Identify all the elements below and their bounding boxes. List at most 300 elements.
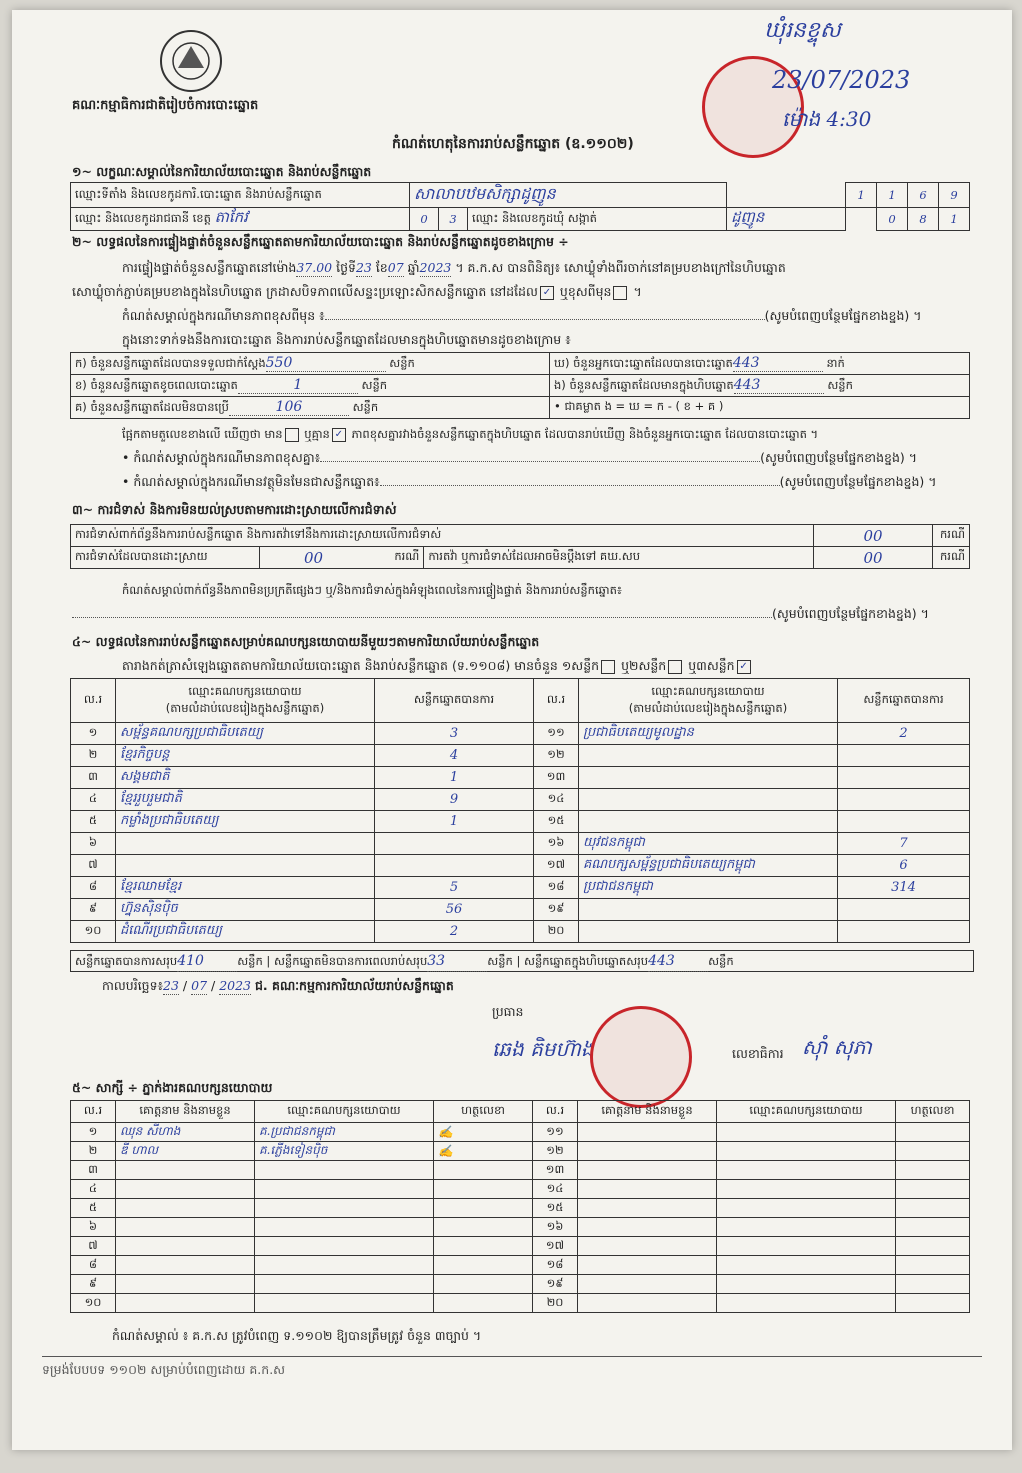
chair-signature: ឆេង គិមហ៊ាង	[492, 1037, 594, 1061]
cell-sign	[896, 1256, 970, 1275]
cell-no: ៩	[71, 1275, 116, 1294]
unit: សន្លឹក	[352, 399, 379, 414]
table-row	[71, 789, 970, 811]
cell-no: ៧	[71, 855, 116, 877]
note-object	[122, 474, 972, 490]
cell-party	[116, 833, 375, 855]
unit: សន្លឹក	[708, 954, 734, 968]
h-sign: ហត្ថលេខា	[434, 1101, 533, 1123]
text: ខែ	[375, 260, 388, 275]
cell-sign	[896, 1199, 970, 1218]
text: ។	[633, 284, 642, 299]
hw-total-box: 443	[648, 951, 708, 972]
count-a	[71, 353, 550, 375]
text: ឬខុសពីមុន	[559, 284, 612, 299]
code-digit: 0	[877, 208, 908, 231]
sec2-intro: ក្នុងនោះទាក់ទងនឹងការបោះឆ្នោត និងការរាប់សន្លឹកឆ្នោតដែលមានក្នុងហិបឆ្នោតមានដូចខាងក្រោម ៖	[122, 332, 571, 347]
hw-time-check: 37.00	[296, 260, 333, 275]
table-row	[71, 1256, 970, 1275]
cell-sign	[434, 1161, 533, 1180]
cell-sign	[434, 1218, 533, 1237]
sec2-title: ២~ លទ្ធផលនៃការផ្ទៀងផ្ទាត់ចំនួនសន្លឹកឆ្នោតតាមការិយាល័យបោះឆ្នោត និងរាប់សន្លឹកឆ្នោតដូចខាងក្រោម ÷	[72, 234, 569, 249]
hw-day: 23	[163, 978, 179, 993]
cell-party	[717, 1161, 896, 1180]
table-row	[71, 1199, 970, 1218]
cell-no: ២០	[533, 1294, 578, 1313]
secretary-signature: ស៊ាំ សុភា	[802, 1035, 872, 1059]
cell-party: ខ្មែររួបរួមជាតិ	[116, 789, 375, 811]
text: តារាងកត់ត្រាសំឡេងឆ្នោតតាមការិយាល័យបោះឆ្នោត និងរាប់សន្លឹកឆ្នោត (ទ.១១០៨) មានចំនួន ១សន្លឹក	[122, 658, 600, 673]
cell-name	[578, 1180, 717, 1199]
cell-name	[578, 1199, 717, 1218]
hw-total-valid: 410	[177, 951, 237, 972]
row2-label2	[468, 208, 727, 231]
cell-no: ៥	[71, 811, 116, 833]
cell-votes: 9	[375, 789, 534, 811]
checkbox-3sheet[interactable]: ✓	[737, 660, 751, 674]
cell-no: ១២	[534, 745, 579, 767]
cell-name	[116, 1294, 255, 1313]
cell-votes: 314	[838, 877, 970, 899]
form-page	[12, 10, 1012, 1450]
cell-party	[717, 1123, 896, 1142]
cell-party	[255, 1256, 434, 1275]
cell-sign	[434, 1294, 533, 1313]
cell-no: ១២	[533, 1142, 578, 1161]
h-party: ឈ្មោះគណបក្សនយោបាយ	[255, 1101, 434, 1123]
text: គ) ចំនួនសន្លឹកឆ្នោតដែលមិនបានប្រើ	[75, 399, 229, 414]
resolved-label: ការជំទាស់ដែលបានដោះស្រាយ	[71, 547, 260, 569]
cell-no: ១៣	[533, 1161, 578, 1180]
text: ឈ្មោះគណបក្សនយោបាយ	[651, 683, 765, 698]
cell-no: ៩	[71, 899, 116, 921]
cell-votes: 5	[375, 877, 534, 899]
cell-name	[578, 1256, 717, 1275]
cell-party	[717, 1142, 896, 1161]
text: ឃ) ចំនួនអ្នកបោះឆ្នោតដែលបានបោះឆ្នោត	[554, 355, 733, 370]
code-digit: 0	[410, 208, 439, 231]
cell-party	[255, 1294, 434, 1313]
text: ជ. គណៈកម្មការការិយាល័យរាប់សន្លឹកឆ្នោត	[255, 978, 454, 993]
cell-no: ៧	[71, 1237, 116, 1256]
cell-votes: 2	[375, 921, 534, 943]
text: (សូមបំពេញបន្ថែមផ្នែកខាងខ្នង) ។	[772, 606, 929, 621]
text: កាលបរិច្ឆេទ៖	[102, 978, 164, 993]
table-row	[71, 1142, 970, 1161]
code-digit: 6	[908, 183, 939, 208]
text: ង) ចំនួនសន្លឹកឆ្នោតដែលមានក្នុងហិបឆ្នោត	[554, 377, 734, 392]
cell-sign	[896, 1180, 970, 1199]
cell-votes: 2	[838, 723, 970, 745]
resolved-value: 00	[304, 548, 324, 567]
cell-party	[255, 1199, 434, 1218]
h-votes: សន្លឹកឆ្នោតបានការ	[838, 679, 970, 723]
text: ការផ្ទៀងផ្ទាត់ចំនួនសន្លឹកឆ្នោតនៅម៉ោង	[122, 260, 297, 275]
cell-party	[717, 1180, 896, 1199]
cell-party	[255, 1180, 434, 1199]
divider	[42, 1356, 982, 1357]
hw-value: 550	[266, 355, 386, 372]
org-name: គណៈកម្មាធិការជាតិរៀបចំការបោះឆ្នោត	[72, 98, 259, 113]
hw-time: ម៉ោង 4:30	[782, 107, 872, 131]
text: ឬ៣សន្លឹក	[688, 658, 735, 673]
cell-no: ១៩	[534, 899, 579, 921]
sec4-title: ៤~ លទ្ធផលនៃការរាប់សន្លឹកឆ្នោតសម្រាប់គណបក្សនយោបាយនីមួយៗតាមការិយាល័យរាប់សន្លឹកឆ្នោត	[72, 634, 540, 649]
cell-no: ១	[71, 1123, 116, 1142]
hw-day: 23	[355, 260, 372, 275]
text: ។ គ.ក.ស បានពិនិត្យ៖ សោឃ្លុំទាំងពីរចាក់នៅគម្របខាងក្រៅនៃហិបឆ្នោត	[455, 260, 786, 275]
code-digit: 1	[939, 208, 970, 231]
text: ឈ្មោះគណបក្សនយោបាយ	[188, 683, 302, 698]
discrepancy-line	[122, 426, 818, 442]
code-digit: 1	[877, 183, 908, 208]
vote-rows	[71, 723, 970, 943]
committee-seal	[590, 1006, 692, 1108]
table-row	[71, 723, 970, 745]
h-sign: ហត្ថលេខា	[896, 1101, 970, 1123]
hw-commune: ឃុំរនខ្ទុស	[764, 18, 841, 43]
cell-no: ១៥	[533, 1199, 578, 1218]
row2-label	[71, 208, 410, 231]
cell-name: ឌី ហាល	[116, 1142, 255, 1161]
cell-votes	[838, 811, 970, 833]
hw-date: 23/07/2023	[772, 66, 911, 94]
unit: សន្លឹក	[827, 377, 853, 392]
unit: សន្លឹក	[237, 954, 263, 968]
text: សន្លឹកឆ្នោតក្នុងហិបឆ្នោតសរុប	[524, 954, 649, 968]
code-digit: 1	[846, 183, 877, 208]
cell-party	[579, 899, 838, 921]
cell-party: ខ្មែរឈាមខ្មែរ	[116, 877, 375, 899]
sec4-date: កាលបរិច្ឆេទ៖23 / 07 / 2023 ជ. គណៈកម្មការការិយាល័យរាប់សន្លឹកឆ្នោត	[102, 978, 454, 993]
cell-party: ដំណើរប្រជាធិបតេយ្យ	[116, 921, 375, 943]
hw-value: 443	[734, 377, 824, 394]
cell-party: យុវជនកម្ពុជា	[579, 833, 838, 855]
cell-party	[717, 1218, 896, 1237]
table-row	[71, 767, 970, 789]
text: ឆ្នាំ	[407, 260, 420, 275]
cell-name	[116, 1275, 255, 1294]
h-party: ឈ្មោះគណបក្សនយោបាយ	[717, 1101, 896, 1123]
h-no: ល.រ	[534, 679, 579, 723]
cell-party: គ.ភ្លើងទៀនប៉ិច	[255, 1142, 434, 1161]
checkbox-changed[interactable]	[613, 286, 627, 300]
checkbox-none[interactable]: ✓	[332, 428, 346, 442]
cell-sign	[896, 1123, 970, 1142]
resolved-cell	[260, 547, 424, 569]
objection-label: ការជំទាស់ពាក់ព័ន្ធនឹងការរាប់សន្លឹកឆ្នោត និងការតវ៉ាទៅនឹងការដោះស្រាយលើការជំទាស់	[71, 525, 814, 547]
code-digit: 3	[439, 208, 468, 231]
objection-table	[70, 524, 970, 569]
cell-votes: 4	[375, 745, 534, 767]
cell-no: ៣	[71, 1161, 116, 1180]
h-party	[116, 679, 375, 723]
code-digit: 8	[908, 208, 939, 231]
cell-name	[578, 1275, 717, 1294]
cell-sign	[434, 1180, 533, 1199]
cell-votes: 3	[375, 723, 534, 745]
text: (សូមបំពេញបន្ថែមផ្នែកខាងខ្នង) ។	[779, 474, 937, 489]
case-unit: ករណី	[933, 547, 970, 569]
count-formula: • ជាគម្លាត ង = ឃ = ក - ( ខ + គ )	[550, 397, 970, 419]
cell-name	[116, 1180, 255, 1199]
code-digit: 9	[939, 183, 970, 208]
text: សោឃ្លុំចាក់ភ្ជាប់គម្របខាងក្នុងនៃហិបឆ្នោត ក្រដាសបិទភាពលើសន្ទះប្រឡោះសិកសន្លឹកឆ្នោត នៅដដែល	[72, 284, 538, 299]
h-name: គោត្តនាម និងនាមខ្លួន	[578, 1101, 717, 1123]
hw-year: 2023	[219, 978, 252, 993]
text: • កំណត់សម្គាល់ក្នុងករណីមានវត្ថុមិនមែនជាសន្លឹកឆ្នោត៖	[122, 474, 380, 489]
cell-votes	[838, 789, 970, 811]
cell-no: ១	[71, 723, 116, 745]
cell-party	[717, 1199, 896, 1218]
cell-votes	[838, 767, 970, 789]
cell-no: ១៤	[534, 789, 579, 811]
cell-party	[579, 745, 838, 767]
text: ភាពខុសគ្នារវាងចំនួនសន្លឹកឆ្នោតក្នុងហិបឆ្នោត ដែលបានរាប់ឃើញ និងចំនួនអ្នកបោះឆ្នោត ដែលបានបោះឆ្នោត ។	[351, 427, 819, 441]
cell-no: ២០	[534, 921, 579, 943]
cell-name	[578, 1142, 717, 1161]
cell-name	[578, 1161, 717, 1180]
cell-party: សង្គមជាតិ	[116, 767, 375, 789]
cell-votes: 6	[838, 855, 970, 877]
count-b	[71, 375, 550, 397]
text: (តាមលំដាប់លេខរៀងក្នុងសន្លឹកឆ្នោត)	[628, 700, 788, 715]
cell-no: ១៨	[533, 1256, 578, 1275]
cell-party	[579, 811, 838, 833]
cell-no: ៦	[71, 833, 116, 855]
sec2-line2	[72, 284, 642, 300]
cell-no: ១៦	[533, 1218, 578, 1237]
appeal-value: 00	[814, 547, 933, 569]
cell-party: ប្រជាធិបតេយ្យមូលដ្ឋាន	[579, 723, 838, 745]
cell-party: កម្លាំងប្រជាធិបតេយ្យ	[116, 811, 375, 833]
cell-no: ១៧	[533, 1237, 578, 1256]
cell-party: គ.ប្រជាជនកម្ពុជា	[255, 1123, 434, 1142]
cell-votes	[838, 745, 970, 767]
text: ឬ២សន្លឹក	[621, 658, 667, 673]
table-row	[71, 855, 970, 877]
cell-sign	[434, 1199, 533, 1218]
text: សន្លឹកឆ្នោតបានការសរុប	[75, 954, 178, 968]
cell-party	[579, 789, 838, 811]
table-row	[71, 1218, 970, 1237]
cell-name	[578, 1218, 717, 1237]
cell-party	[255, 1237, 434, 1256]
cell-party	[717, 1294, 896, 1313]
checkbox-1sheet[interactable]	[601, 660, 615, 674]
secretary-label: លេខាធិការ	[732, 1046, 784, 1061]
cell-party: គណបក្សសម្ព័ន្ធប្រជាធិបតេយ្យកម្ពុជា	[579, 855, 838, 877]
h-no: ល.រ	[71, 679, 116, 723]
cell-no: ១៥	[534, 811, 579, 833]
sec1-table	[70, 182, 970, 231]
unit: សន្លឹក	[487, 954, 513, 968]
witness-table	[70, 1100, 970, 1313]
count-c	[71, 397, 550, 419]
sec2-line1	[122, 260, 786, 277]
cell-name: ឈុន សីហាង	[116, 1123, 255, 1142]
cell-name	[578, 1294, 717, 1313]
table-row	[71, 811, 970, 833]
cell-party	[717, 1237, 896, 1256]
cell-no: ៤	[71, 1180, 116, 1199]
cell-name	[116, 1199, 255, 1218]
cell-name	[116, 1237, 255, 1256]
table-row	[71, 745, 970, 767]
cell-sign	[896, 1218, 970, 1237]
text: សន្លឹកឆ្នោតមិនបានការពេលរាប់សរុប	[273, 954, 428, 968]
text: (តាមលំដាប់លេខរៀងក្នុងសន្លឹកឆ្នោត)	[165, 700, 325, 715]
witness-rows	[71, 1123, 970, 1313]
cell-votes: 56	[375, 899, 534, 921]
h-no: ល.រ	[533, 1101, 578, 1123]
hw-month: 07	[387, 260, 404, 275]
cell-name	[116, 1256, 255, 1275]
table-row	[71, 899, 970, 921]
hw-year: 2023	[419, 260, 452, 275]
h-no: ល.រ	[71, 1101, 116, 1123]
form-id: ទម្រង់បែបបទ ១១០២ សម្រាប់បំពេញដោយ គ.ក.ស	[42, 1362, 286, 1377]
cell-party	[255, 1161, 434, 1180]
sec3-note: កំណត់សម្គាល់ពាក់ព័ន្ធនឹងភាពមិនប្រក្រតីផ្សេងៗ ឬ/និងការជំទាស់ក្នុងអំឡុងពេលនៃការផ្ទៀងផ្ទាត់ និងការរាប់សន្លឹកឆ្នោត៖	[122, 583, 622, 597]
cell-votes	[375, 855, 534, 877]
cell-no: ១០	[71, 1294, 116, 1313]
cell-sign	[896, 1275, 970, 1294]
row1-label: ឈ្មោះទីតាំង និងលេខកូដការិ.បោះឆ្នោត និងរាប់សន្លឹកឆ្នោត	[71, 183, 410, 208]
vote-results-table	[70, 678, 970, 943]
chair-label: ប្រធាន	[492, 1004, 524, 1019]
h-votes: សន្លឹកឆ្នោតបានការ	[375, 679, 534, 723]
cell-no: ១១	[534, 723, 579, 745]
cell-party: ប្រជាជនកម្ពុជា	[579, 877, 838, 899]
count-d	[550, 353, 970, 375]
text: (សូមបំពេញបន្ថែមផ្នែកខាងខ្នង) ។	[760, 450, 917, 465]
table-row	[71, 1123, 970, 1142]
cell-sign	[896, 1294, 970, 1313]
checkbox-has[interactable]	[285, 428, 299, 442]
cell-votes	[838, 921, 970, 943]
cell-no: ១៣	[534, 767, 579, 789]
table-row	[71, 1294, 970, 1313]
case-unit: ករណី	[394, 548, 420, 563]
cell-votes	[838, 899, 970, 921]
row2-value2: ដូញូន	[727, 208, 846, 231]
sec3-note-line	[72, 606, 972, 622]
unit: សន្លឹក	[389, 355, 415, 370]
hw-total-invalid: 33	[427, 951, 487, 972]
cell-sign	[434, 1237, 533, 1256]
table-row	[71, 1161, 970, 1180]
row2-label2-text: ឈ្មោះ និងលេខកូដឃុំ សង្កាត់	[472, 210, 597, 225]
hw-value: 106	[229, 399, 349, 416]
cell-sign	[434, 1275, 533, 1294]
text: ក) ចំនួនសន្លឹកឆ្នោតដែលបានទទួលជាក់ស្តែង	[75, 355, 266, 370]
footnote: កំណត់សម្គាល់ ៖ គ.ក.ស ត្រូវបំពេញ ទ.១១០២ ឱ្យបានត្រឹមត្រូវ ចំនួន ៣ច្បាប់ ។	[112, 1328, 482, 1343]
objection-value: 00	[814, 525, 933, 547]
cell-name	[116, 1161, 255, 1180]
appeal-label: ការតវ៉ា ឬការជំទាស់ដែលអាចមិនប្តឹងទៅ គឃ.សប	[424, 547, 814, 569]
cell-sign: ✍	[434, 1142, 533, 1161]
table-row	[71, 1180, 970, 1199]
cell-party	[255, 1275, 434, 1294]
cell-party	[255, 1218, 434, 1237]
cell-no: ៦	[71, 1218, 116, 1237]
text: ថ្ងៃទី	[336, 260, 356, 275]
cell-votes: 1	[375, 767, 534, 789]
sec5-title: ៥~ សាក្សី ÷ ភ្នាក់ងារគណបក្សនយោបាយ	[72, 1080, 273, 1095]
cell-party	[579, 921, 838, 943]
h-party	[579, 679, 838, 723]
h-name: គោត្តនាម និងនាមខ្លួន	[116, 1101, 255, 1123]
hw-value: 1	[238, 377, 358, 394]
row2-label-text: ឈ្មោះ និងលេខកូដរាជធានី ខេត្ត	[75, 211, 211, 225]
checkbox-2sheet[interactable]	[668, 660, 682, 674]
hw-value: 443	[733, 355, 823, 372]
cell-no: ២	[71, 1142, 116, 1161]
sec4-intro	[122, 658, 753, 674]
table-row	[71, 833, 970, 855]
cell-no: ១៧	[534, 855, 579, 877]
ballot-count-table	[70, 352, 970, 419]
nec-emblem-icon	[158, 28, 224, 94]
case-unit: ករណី	[933, 525, 970, 547]
cell-party	[717, 1275, 896, 1294]
note-diff	[122, 450, 972, 466]
cell-party	[579, 767, 838, 789]
cell-sign	[434, 1256, 533, 1275]
cell-sign	[896, 1161, 970, 1180]
text: កំណត់សម្គាល់ក្នុងករណីមានភាពខុសពីមុន ៖	[122, 308, 325, 323]
sec3-title: ៣~ ការជំទាស់ និងការមិនយល់ស្របតាមការដោះស្រាយលើការជំទាស់	[72, 502, 397, 517]
table-row	[71, 1275, 970, 1294]
cell-no: ៤	[71, 789, 116, 811]
sec1-title: ១~ លក្ខណៈសម្គាល់នៃការិយាល័យបោះឆ្នោត និងរាប់សន្លឹកឆ្នោត	[72, 164, 372, 179]
cell-sign	[896, 1142, 970, 1161]
cell-no: ១៩	[533, 1275, 578, 1294]
row2-value: តាកែវ	[214, 208, 248, 226]
row1-value: សាលាបឋមសិក្សាដូញូន	[410, 183, 727, 208]
cell-party: សម្ព័ន្ធគណបក្សប្រជាធិបតេយ្យ	[116, 723, 375, 745]
text: ផ្អែកតាមតួលេខខាងលើ ឃើញថា មាន	[122, 427, 283, 441]
table-row	[71, 921, 970, 943]
cell-no: ១០	[71, 921, 116, 943]
cell-party: ហ្វ៊ុនស៊ិនប៉ិច	[116, 899, 375, 921]
cell-no: ១៦	[534, 833, 579, 855]
checkbox-same[interactable]: ✓	[540, 286, 554, 300]
cell-votes: 1	[375, 811, 534, 833]
hw-month: 07	[191, 978, 208, 993]
cell-no: ៨	[71, 877, 116, 899]
cell-name	[116, 1218, 255, 1237]
cell-party: ខ្មែរកិច្ចបន្ត	[116, 745, 375, 767]
form-title: កំណត់ហេតុនៃការរាប់សន្លឹកឆ្នោត (ឧ.១១០២)	[392, 136, 634, 152]
cell-votes: 7	[838, 833, 970, 855]
text: • កំណត់សម្គាល់ក្នុងករណីមានភាពខុសគ្នា៖	[122, 450, 321, 465]
cell-no: ១៨	[534, 877, 579, 899]
cell-party	[116, 855, 375, 877]
table-row	[71, 1237, 970, 1256]
unit: សន្លឹក	[361, 377, 388, 392]
cell-votes	[375, 833, 534, 855]
cell-no: ១៤	[533, 1180, 578, 1199]
text: ខ) ចំនួនសន្លឹកឆ្នោតខូចពេលបោះឆ្នោត	[75, 377, 238, 392]
count-e	[550, 375, 970, 397]
cell-sign: ✍	[434, 1123, 533, 1142]
cell-no: ៨	[71, 1256, 116, 1275]
note-change	[122, 308, 972, 324]
cell-name	[578, 1123, 717, 1142]
table-row	[71, 877, 970, 899]
